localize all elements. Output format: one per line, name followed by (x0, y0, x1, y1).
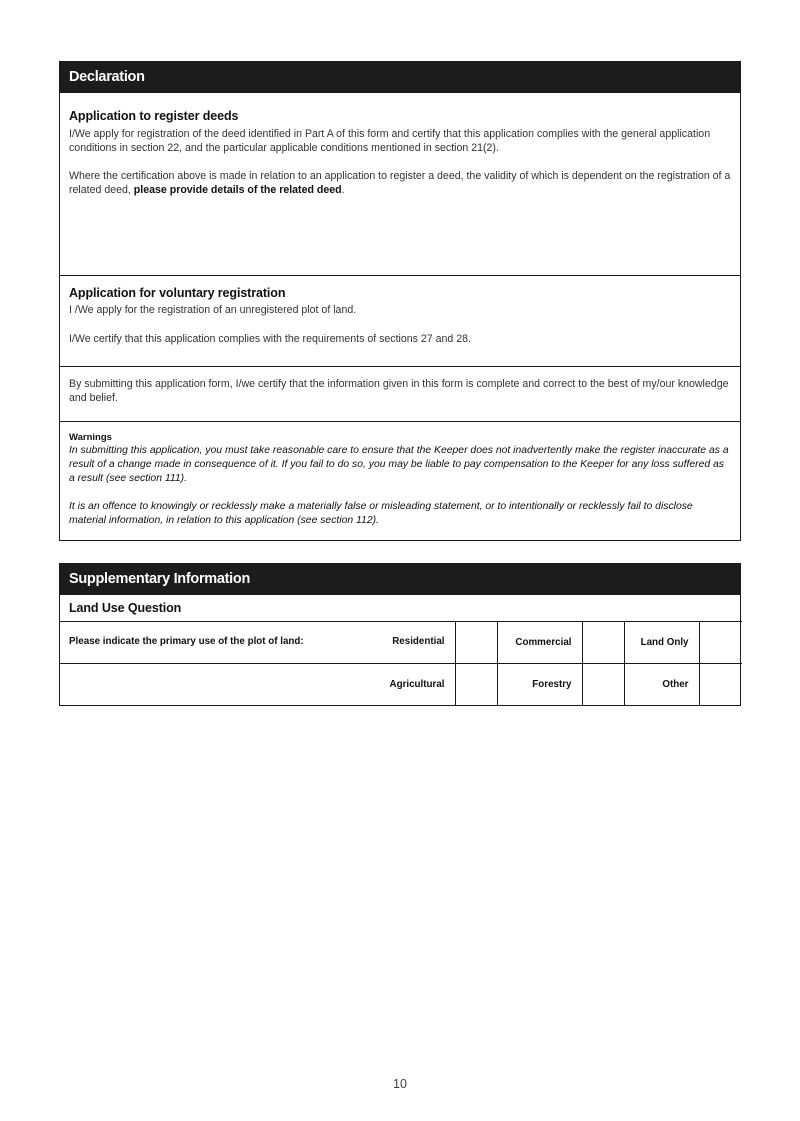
checkbox-land-only[interactable] (699, 622, 742, 664)
submission-statement: By submitting this application form, I/we certify that the information given in this form is complete and correct to the best of my/our knowledge and belief. (69, 378, 729, 404)
supplementary-header: Supplementary Information (60, 564, 740, 595)
land-use-row (60, 622, 742, 664)
declaration-header: Declaration (60, 62, 740, 93)
warnings-title: Warnings (69, 432, 112, 443)
voluntary-para1: I /We apply for the registration of an unregistered plot of land. (69, 304, 357, 316)
register-deeds-para2-text: Where the certification above is made in relation to an application to register a deed, the validity of which is dependent on the registration of a related deed, (69, 170, 731, 196)
voluntary-registration-title: Application for voluntary registration (69, 286, 286, 300)
page-number: 10 (393, 1077, 407, 1091)
register-deeds-para2-end: . (341, 184, 345, 196)
option-label-commercial: Commercial (497, 622, 582, 664)
checkbox-commercial[interactable] (582, 622, 624, 664)
register-deeds-title: Application to register deeds (69, 109, 239, 123)
voluntary-registration-section (60, 275, 740, 366)
land-use-title: Land Use Question (69, 601, 182, 615)
land-use-prompt (60, 622, 455, 664)
checkbox-forestry[interactable] (582, 664, 624, 706)
warnings-para1: In submitting this application, you must take reasonable care to ensure that the Keeper does not inadvertently make the register inaccurate as a result of a change made in consequence of it. If you fail to do so, you may be liable to pay compensation to the Keeper for any loss suffered as a result (see section 111). (69, 445, 729, 484)
declaration-panel (59, 61, 741, 541)
option-label-other: Other (624, 664, 699, 706)
option-label-residential: Residential (392, 636, 445, 647)
warnings-para2: It is an offence to knowingly or recklessly make a materially false or misleading statement, or to intentionally or recklessly fail to disclose material information, in relation to this application (see section 112). (69, 501, 693, 526)
option-label-agricultural: Agricultural (60, 664, 455, 706)
warnings-section (60, 421, 740, 541)
option-label-land-only: Land Only (624, 622, 699, 664)
supplementary-panel (59, 563, 741, 706)
option-label-forestry: Forestry (497, 664, 582, 706)
register-deeds-para1: I/We apply for registration of the deed identified in Part A of this form and certify that this application complies with the general application conditions in section 22, and the particular applicable conditions mentioned in section 21(2). (69, 128, 711, 154)
checkbox-residential[interactable] (455, 622, 497, 664)
land-use-row (60, 664, 742, 706)
land-use-table (60, 621, 742, 705)
checkbox-other[interactable] (699, 664, 742, 706)
register-deeds-section (60, 93, 740, 275)
related-deed-instruction: please provide details of the related deed (133, 184, 342, 196)
voluntary-para2: I/We certify that this application complies with the requirements of sections 27 and 28. (69, 333, 471, 345)
submission-statement-section (60, 366, 740, 421)
checkbox-agricultural[interactable] (455, 664, 497, 706)
register-deeds-para2 (69, 169, 731, 197)
land-use-prompt-text: Please indicate the primary use of the plot of land: (69, 636, 304, 647)
land-use-heading-row (60, 595, 740, 621)
